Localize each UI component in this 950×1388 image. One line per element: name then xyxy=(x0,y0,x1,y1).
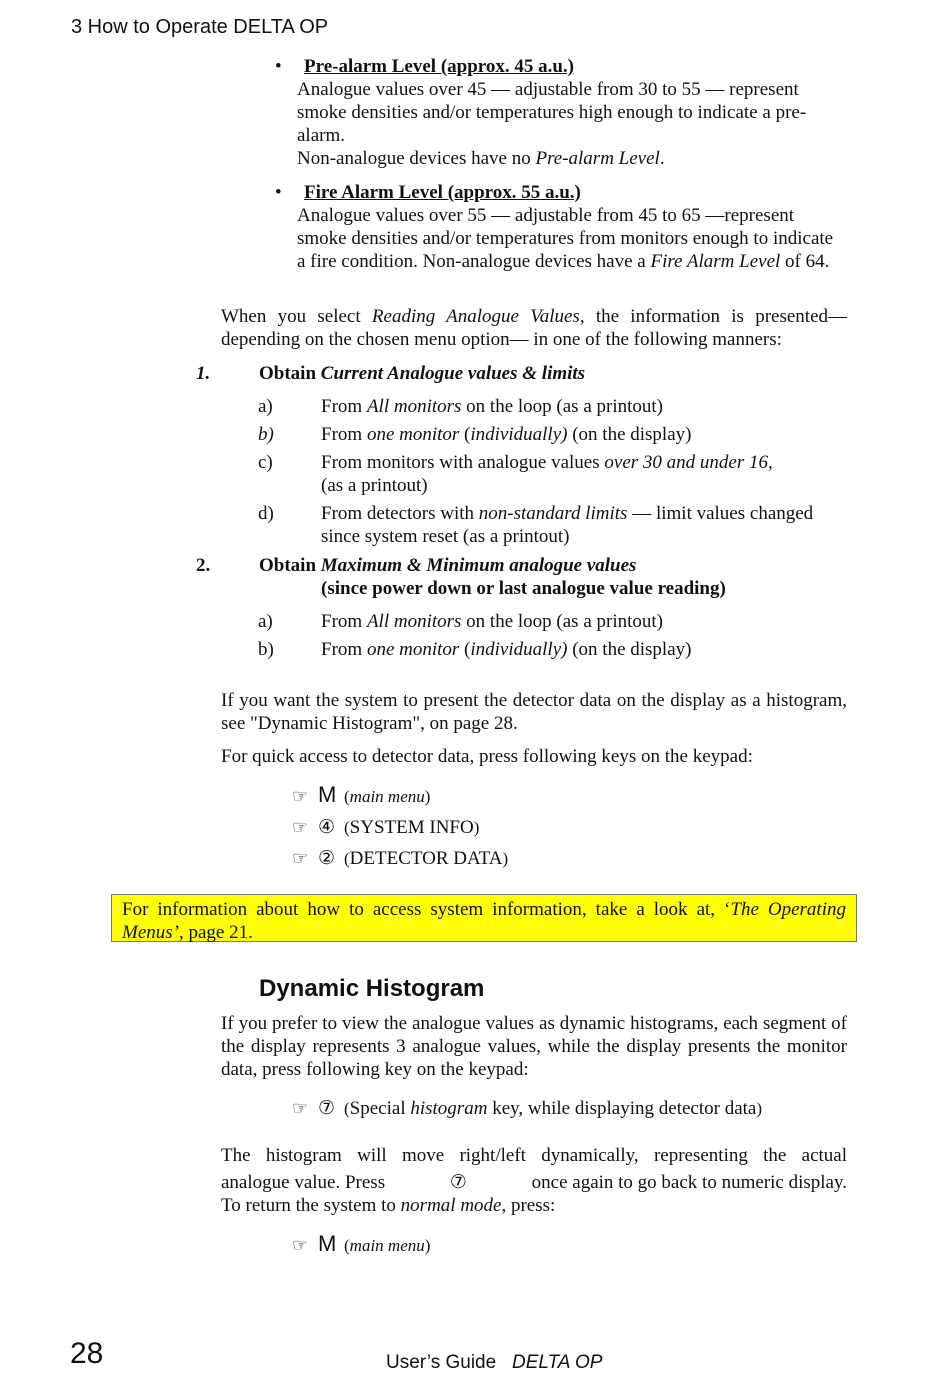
list-item: From one monitor (individually) (on the display) xyxy=(321,424,692,445)
bullet-line: smoke densities and/or temperatures high enough to indicate a pre- xyxy=(297,102,807,123)
item-letter: c) xyxy=(258,452,273,473)
key-label: SYSTEM INFO xyxy=(349,817,474,838)
histogram-movement-paragraph: The histogram will move right/left dynamically, representing the actual analogue value. Press ⑦ once again to go back to numeric display. To return the system to normal mode, press: xyxy=(221,1145,847,1216)
bullet-title: Fire Alarm Level (approx. 55 a.u.) xyxy=(304,182,581,203)
info-note-box xyxy=(111,894,857,942)
item-letter: a) xyxy=(258,396,273,417)
bullet-extra: Non-analogue devices have no Pre-alarm Level. xyxy=(297,148,665,169)
key-m: M xyxy=(318,782,337,807)
running-header: 3 How to Operate DELTA OP xyxy=(71,16,329,38)
item-letter: b) xyxy=(258,424,274,445)
key-label: main menu xyxy=(349,787,425,806)
key-step-main-menu: ☞ M (main menu) xyxy=(292,782,431,807)
key-step-main-menu-return: ☞ M (main menu) xyxy=(292,1231,431,1256)
bullet-dot-icon: • xyxy=(275,182,282,203)
key-step-system-info: ☞ ④ (SYSTEM INFO) xyxy=(292,816,480,838)
key-7: ⑦ xyxy=(449,1171,467,1193)
item-letter: b) xyxy=(258,639,274,660)
info-note-text: For information about how to access system information, take a look at, ‘The Operating Menus’, page 21. xyxy=(122,899,846,943)
bullet-line: smoke densities and/or temperatures from monitors enough to indicate xyxy=(297,228,834,249)
bullet-line: Analogue values over 45 — adjustable from 30 to 55 — represent xyxy=(297,79,799,100)
key-step-histogram: ☞ ⑦ (Special histogram key, while displaying detector data) xyxy=(292,1097,763,1119)
key-m: M xyxy=(318,1231,337,1256)
bullet-title: Pre-alarm Level (approx. 45 a.u.) xyxy=(304,56,575,77)
section-number: 1. xyxy=(196,363,211,384)
key-7: ⑦ xyxy=(318,1097,336,1119)
section-current-values xyxy=(0,362,950,552)
key-label: main menu xyxy=(349,1236,425,1255)
intro-paragraph: When you select Reading Analogue Values, the information is presented— depending on the chosen menu option— in one of the following manners: xyxy=(221,306,847,350)
pointing-hand-icon: ☞ xyxy=(292,786,309,807)
item-letter: d) xyxy=(258,503,274,524)
pointing-hand-icon: ☞ xyxy=(292,1098,309,1119)
key-step-detector-data: ☞ ② (DETECTOR DATA) xyxy=(292,847,509,869)
bullet-line: Analogue values over 55 — adjustable from 45 to 65 —represent xyxy=(297,205,795,226)
dynamic-histogram-paragraph: If you prefer to view the analogue values as dynamic histograms, each segment of the display represents 3 analogue values, while the display presents the monitor data, press following key on the keypad: xyxy=(221,1013,847,1080)
section-title: Obtain Current Analogue values & limits xyxy=(259,363,586,384)
bullet-line: alarm. xyxy=(297,125,346,146)
list-item: From one monitor (individually) (on the display) xyxy=(321,639,692,660)
section-title: Obtain Maximum & Minimum analogue values xyxy=(259,555,637,576)
section-max-min-values xyxy=(0,554,950,664)
item-letter: a) xyxy=(258,611,273,632)
bullet-line: a fire condition. Non-analogue devices have a Fire Alarm Level of 64. xyxy=(297,251,830,272)
bullet-pre-alarm xyxy=(275,55,857,170)
key-label: DETECTOR DATA xyxy=(349,848,503,869)
histogram-reference-paragraph: If you want the system to present the detector data on the display as a histogram, see "Dynamic Histogram", on page 28. xyxy=(221,690,847,734)
running-footer: User’s Guide DELTA OP xyxy=(386,1352,603,1373)
pointing-hand-icon: ☞ xyxy=(292,817,309,838)
quick-access-paragraph: For quick access to detector data, press following keys on the keypad: xyxy=(221,746,753,767)
pointing-hand-icon: ☞ xyxy=(292,848,309,869)
section-number: 2. xyxy=(196,555,211,576)
key-4: ④ xyxy=(318,816,336,838)
section-heading: Dynamic Histogram xyxy=(259,975,485,1002)
section-subtitle: (since power down or last analogue value reading) xyxy=(321,578,726,599)
list-item: From All monitors on the loop (as a printout) xyxy=(321,396,663,417)
list-item: From detectors with non-standard limits — limit values changed since system reset (as a printout) xyxy=(321,503,814,547)
list-item: From monitors with analogue values over 30 and under 16, (as a printout) xyxy=(321,452,773,496)
list-item: From All monitors on the loop (as a printout) xyxy=(321,611,663,632)
bullet-fire-alarm xyxy=(275,181,857,273)
page-number: 28 xyxy=(70,1337,104,1370)
bullet-dot-icon: • xyxy=(275,56,282,77)
pointing-hand-icon: ☞ xyxy=(292,1235,309,1256)
key-2: ② xyxy=(318,847,336,869)
